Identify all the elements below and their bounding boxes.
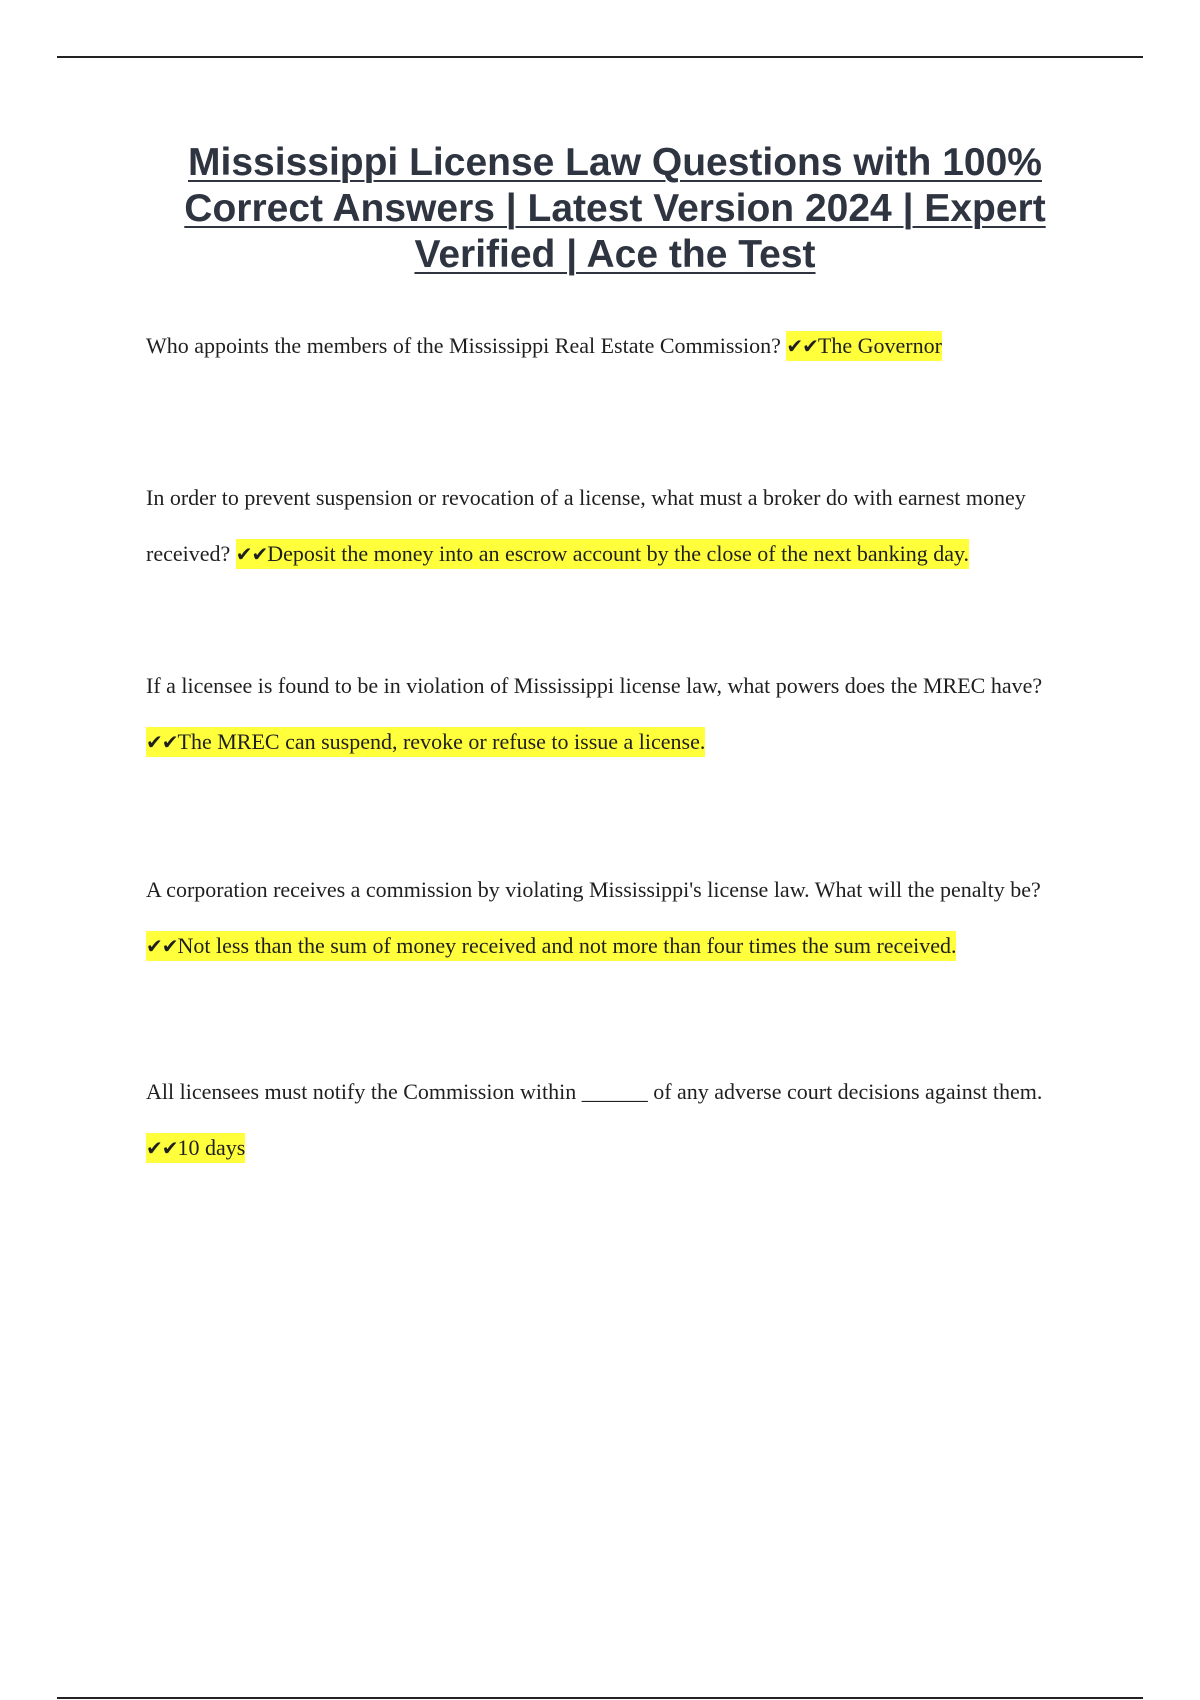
question-text: In order to prevent suspension or revocation of a license, what must a broker do with earnest money received? — [146, 485, 1026, 566]
qa-item-3 — [146, 658, 1096, 770]
double-check-icon: ✔✔ — [146, 1136, 178, 1160]
double-check-icon: ✔✔ — [146, 934, 178, 958]
question-text: Who appoints the members of the Mississippi Real Estate Commission? — [146, 333, 781, 358]
answer-text: The Governor — [817, 333, 942, 358]
answer-highlight — [146, 1133, 245, 1163]
answer-highlight — [236, 539, 969, 569]
double-check-icon: ✔✔ — [786, 334, 818, 358]
answer-text: 10 days — [177, 1135, 246, 1160]
double-check-icon: ✔✔ — [146, 730, 178, 754]
answer-highlight — [146, 931, 956, 961]
question-text: A corporation receives a commission by violating Mississippi's license law. What will the penalty be? — [146, 877, 1041, 902]
qa-item-5 — [146, 1064, 1096, 1176]
question-text: All licensees must notify the Commission within ______ of any adverse court decisions against them. — [146, 1079, 1043, 1104]
question-text: If a licensee is found to be in violation of Mississippi license law, what powers does the MREC have? — [146, 673, 1043, 698]
answer-text: Deposit the money into an escrow account by the close of the next banking day. — [267, 541, 970, 566]
answer-highlight — [786, 331, 942, 361]
top-rule — [57, 56, 1143, 58]
bottom-rule — [57, 1697, 1143, 1699]
answer-text: The MREC can suspend, revoke or refuse to issue a license. — [177, 729, 706, 754]
qa-item-1 — [146, 318, 1096, 374]
double-check-icon: ✔✔ — [235, 542, 268, 566]
qa-list — [146, 318, 1096, 1176]
answer-highlight — [146, 727, 705, 757]
document-title: Mississippi License Law Questions with 100% Correct Answers | Latest Version 2024 | Expert Verified | Ace the Test — [184, 141, 1046, 276]
answer-text: Not less than the sum of money received and not more than four times the sum received. — [177, 933, 957, 958]
qa-item-4 — [146, 862, 1096, 974]
qa-item-2 — [146, 470, 1096, 582]
